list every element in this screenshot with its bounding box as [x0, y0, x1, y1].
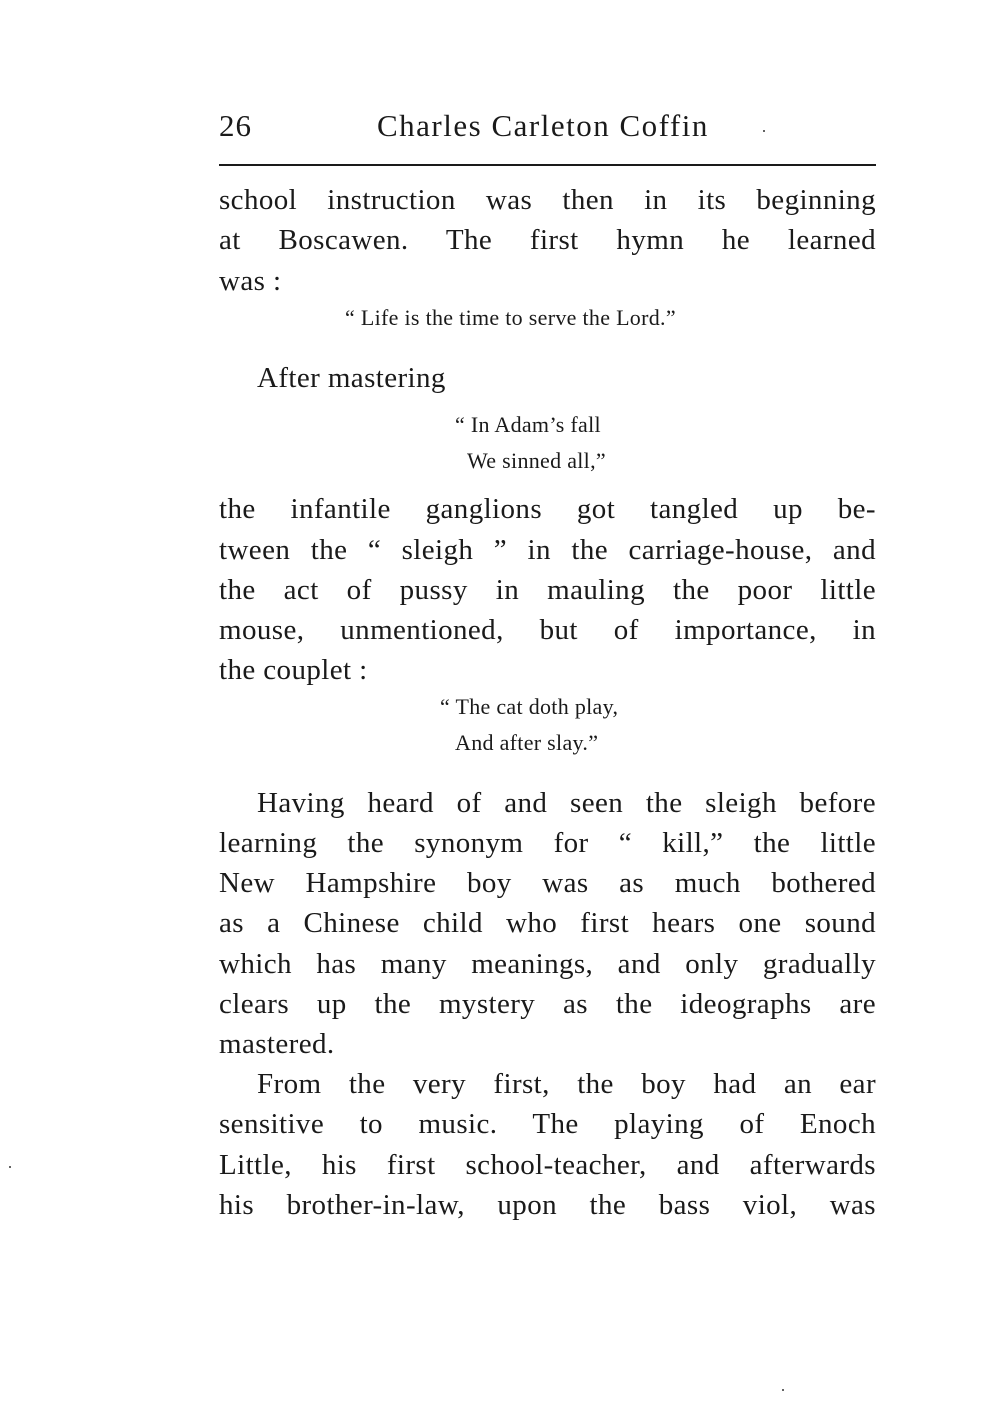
text-line: Little, his first school-teacher, and afterwards — [219, 1149, 876, 1181]
verse-line: “ The cat doth play, — [440, 694, 619, 719]
verse-line: “ In Adam’s fall — [455, 412, 601, 437]
speck-mark — [9, 1166, 11, 1168]
text-line: New Hampshire boy was as much bothered — [219, 867, 876, 899]
text-line: From the very first, the boy had an ear — [257, 1068, 876, 1100]
page-number: 26 — [219, 108, 252, 143]
text-line: at Boscawen. The first hymn he learned — [219, 224, 876, 256]
text-line: sensitive to music. The playing of Enoch — [219, 1108, 876, 1140]
text-line: school instruction was then in its beginning — [219, 184, 876, 216]
text-line: After mastering — [257, 362, 446, 394]
text-line: was : — [219, 265, 282, 297]
running-head: Charles Carleton Coffin — [377, 108, 709, 143]
text-line: as a Chinese child who first hears one sound — [219, 907, 876, 939]
page-header — [219, 108, 876, 156]
text-line: Having heard of and seen the sleigh before — [257, 787, 876, 819]
text-line: mastered. — [219, 1028, 335, 1060]
text-line: learning the synonym for “ kill,” the little — [219, 827, 876, 859]
text-line: which has many meanings, and only gradually — [219, 948, 876, 980]
text-line: the couplet : — [219, 654, 368, 686]
text-line: the act of pussy in mauling the poor little — [219, 574, 876, 606]
text-line: clears up the mystery as the ideographs are — [219, 988, 876, 1020]
text-line: mouse, unmentioned, but of importance, in — [219, 614, 876, 646]
text-line: his brother-in-law, upon the bass viol, was — [219, 1189, 876, 1221]
verse-line: “ Life is the time to serve the Lord.” — [345, 305, 676, 330]
header-rule — [219, 164, 876, 166]
verse-line: We sinned all,” — [467, 448, 606, 473]
speck-mark — [782, 1389, 784, 1391]
text-line: the infantile ganglions got tangled up be- — [219, 493, 876, 525]
speck-mark — [763, 130, 765, 132]
text-line: tween the “ sleigh ” in the carriage-house, and — [219, 534, 876, 566]
verse-line: And after slay.” — [455, 730, 599, 755]
